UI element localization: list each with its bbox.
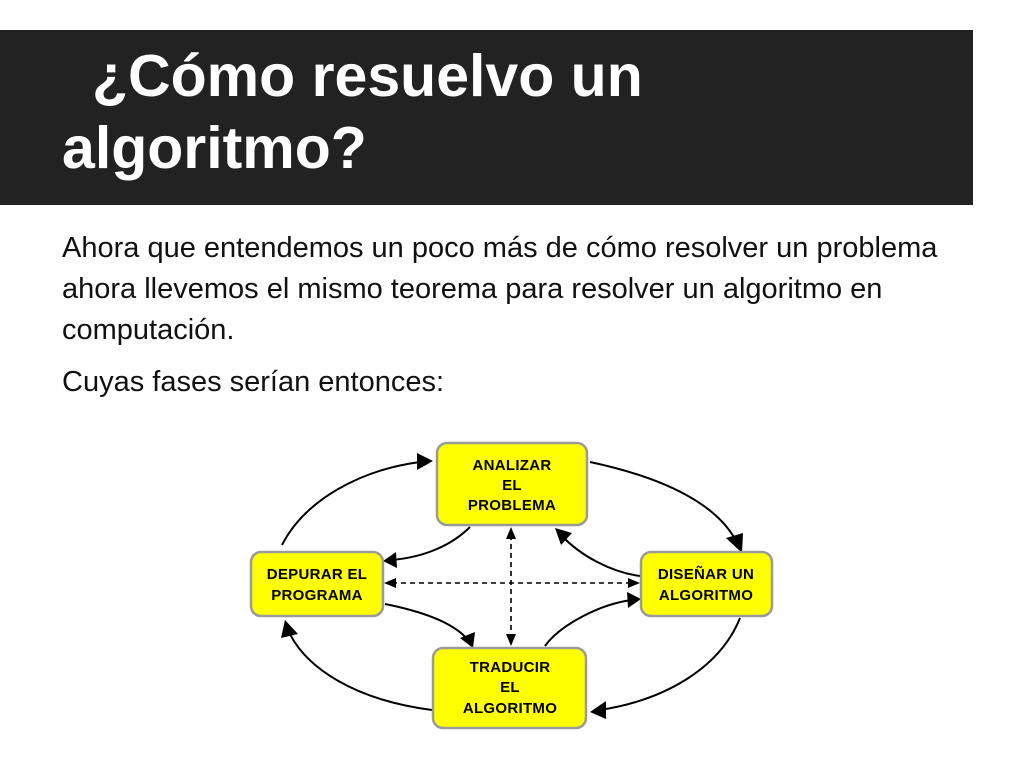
body-paragraph-phases: Cuyas fases serían entonces: [62,366,445,398]
node-analyze-line-1: ANALIZAR [472,457,552,474]
node-debug-line-2: PROGRAMA [271,587,363,604]
node-analyze-line-2: EL [502,477,522,494]
arc-translate-to-design [545,600,632,646]
arrowhead [726,533,743,553]
node-translate-algorithm [433,648,586,728]
arrowhead [627,592,641,608]
arc-design-to-translate [600,618,740,710]
arc-debug-to-analyze [282,462,420,545]
arrowhead [590,701,606,719]
arc-design-back-to-analyze [562,536,640,576]
node-design-algorithm [641,552,772,616]
body-paragraph-intro: Ahora que entendemos un poco más de cómo resolver un problema ahora llevemos el mismo teorema para resolver un algoritmo en computación. [62,232,938,346]
slide-title: ¿Cómo resuelvo un algoritmo? [62,43,643,181]
node-analyze-line-3: PROBLEMA [467,497,557,514]
node-translate-line-1: TRADUCIR [469,659,551,676]
node-analyze-problem [437,443,587,525]
arrowhead [383,552,397,568]
node-translate-line-3: ALGORITMO [462,700,558,717]
arc-debug-to-translate [385,604,468,640]
arrowhead [506,634,516,646]
node-design-line-2: ALGORITMO [658,587,754,604]
node-debug-line-1: DEPURAR EL [266,566,368,583]
arc-translate-to-debug [288,630,432,710]
arc-analyze-to-design [590,462,738,545]
node-debug-program [251,552,383,616]
arrowhead [281,620,298,638]
arc-analyze-to-debug [392,527,470,560]
arrowhead [384,578,396,588]
node-design-line-1: DISEÑAR UN [657,566,755,583]
arrowhead [628,578,640,588]
arrowhead [417,453,433,470]
arrowhead [506,527,516,539]
node-translate-line-2: EL [500,679,520,696]
